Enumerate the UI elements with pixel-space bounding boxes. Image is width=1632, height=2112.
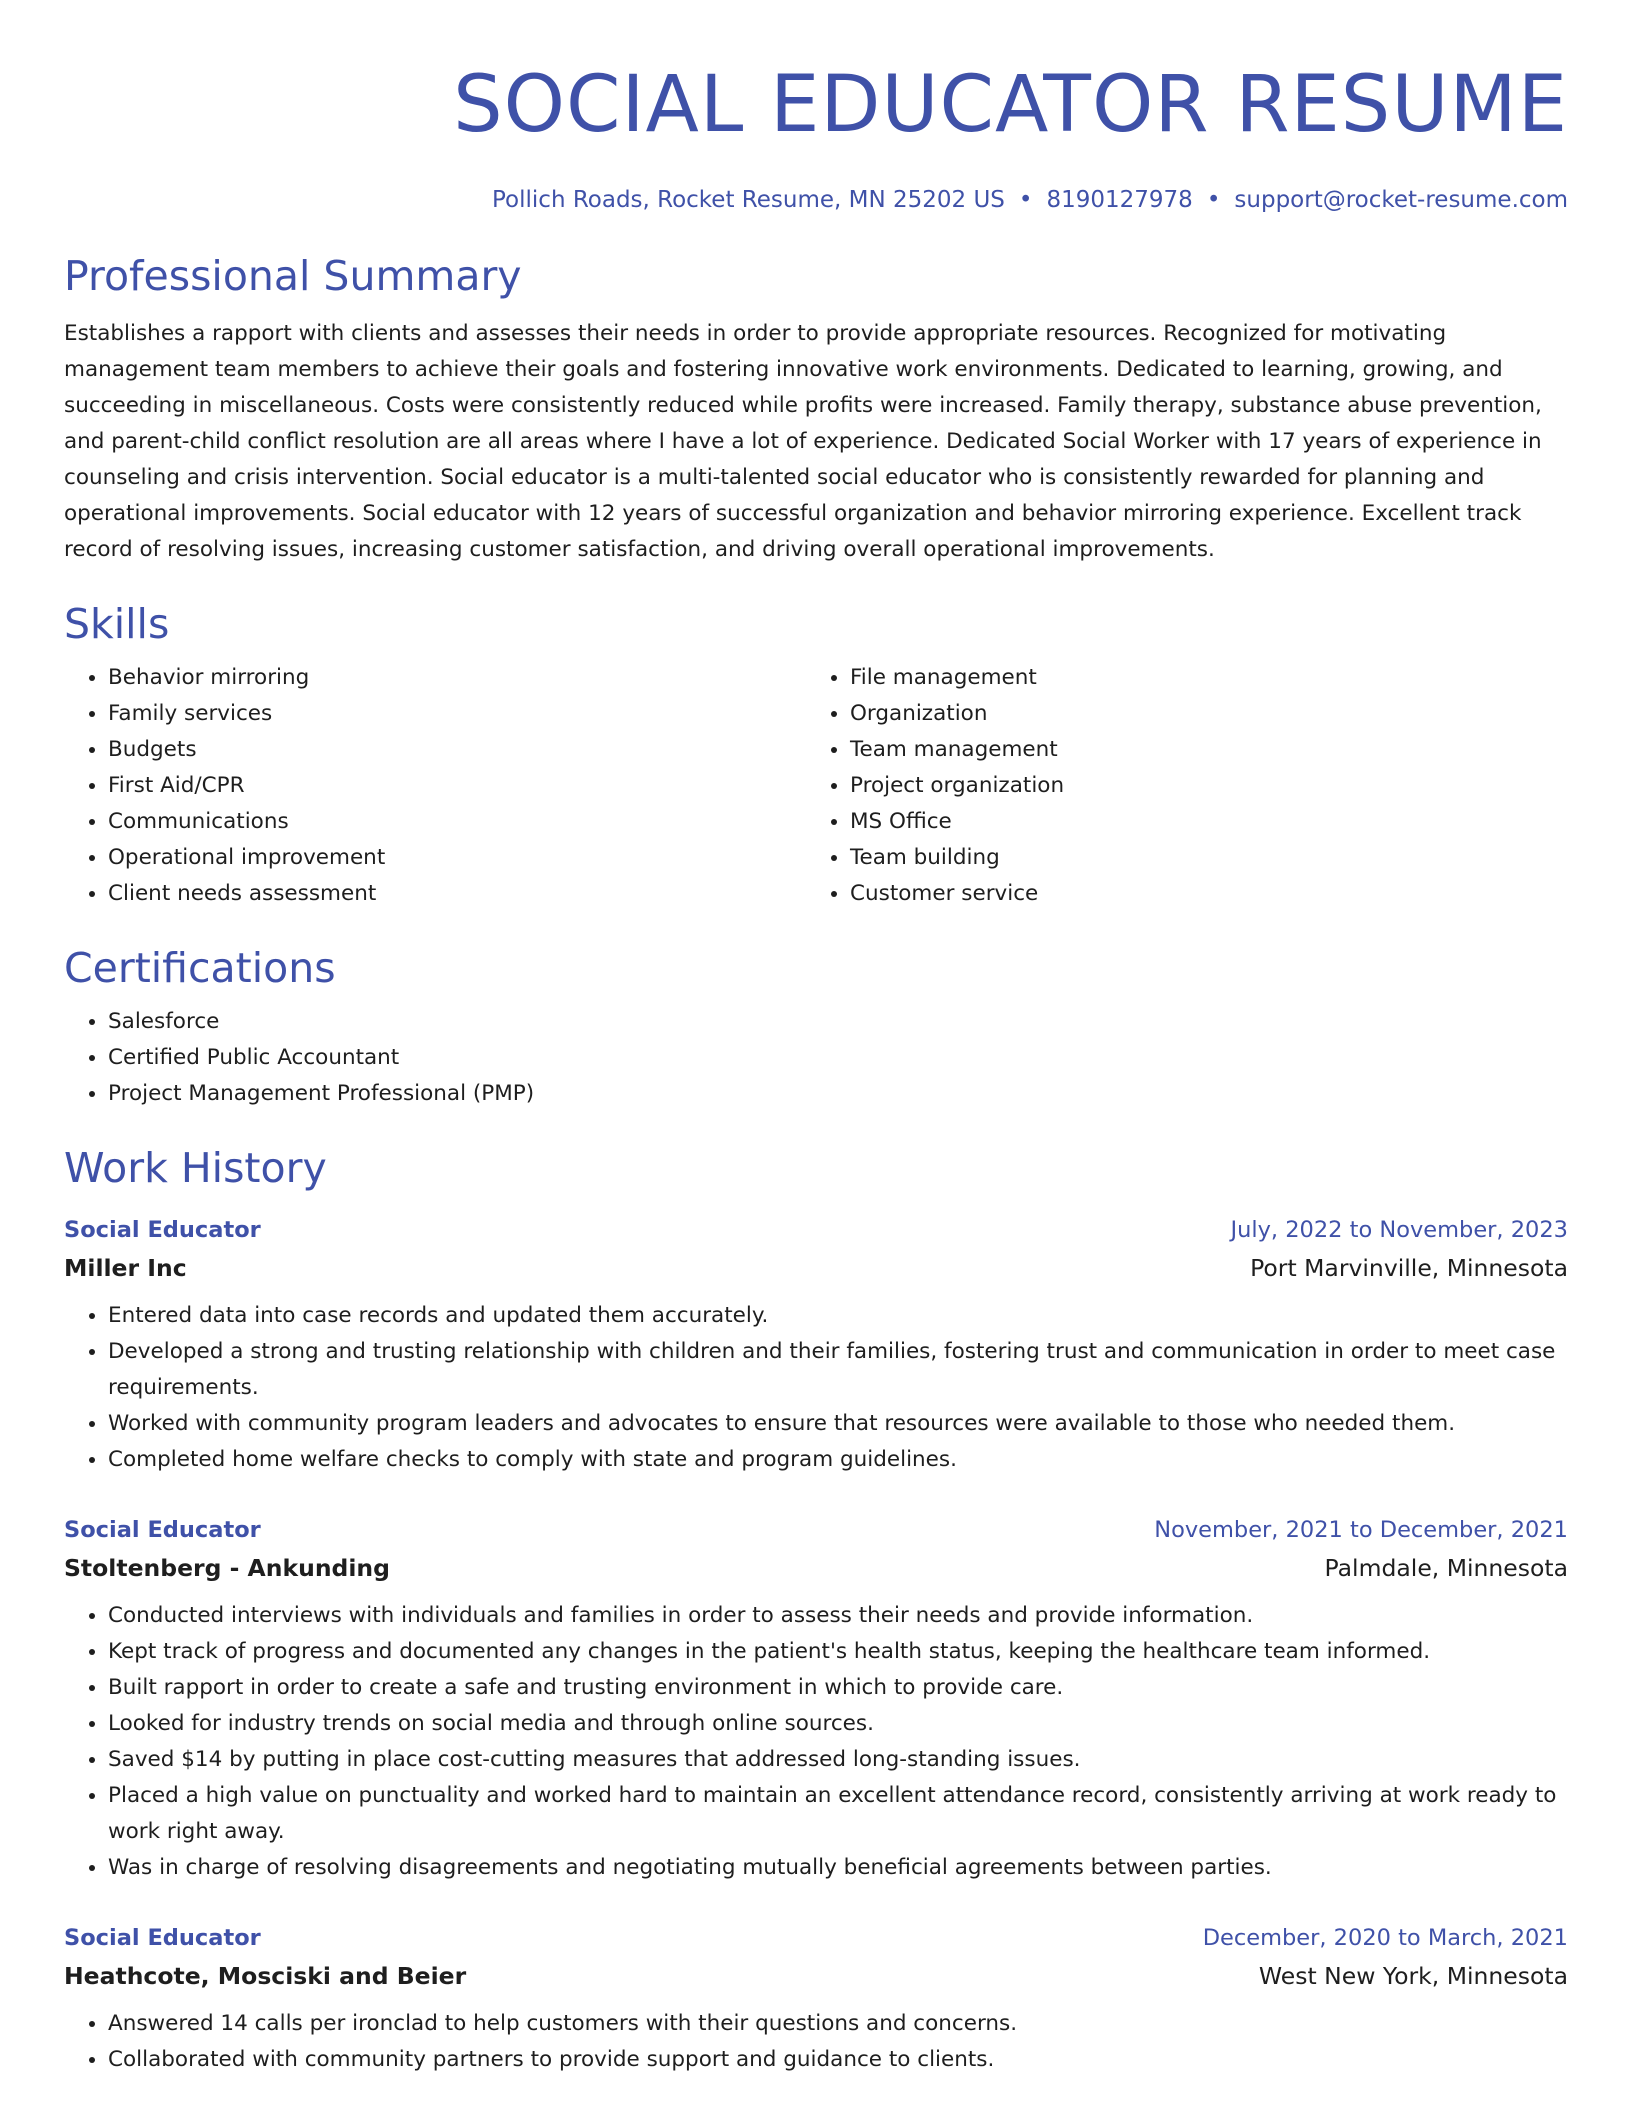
job-company: Heathcote, Mosciski and Beier: [64, 1962, 467, 1990]
job-bullets: [64, 1598, 1568, 1886]
certification-item: • Certified Public Accountant: [108, 1040, 1568, 1076]
certification-item: • Salesforce: [108, 1004, 1568, 1040]
skill-item: • File management: [850, 660, 1548, 696]
job-company: Stoltenberg - Ankunding: [64, 1554, 390, 1582]
job-dates: July, 2022 to November, 2023: [1230, 1217, 1568, 1243]
contact-email[interactable]: support@rocket-resume.com: [1234, 187, 1568, 213]
job-bullet: • Built rapport in order to create a safe and trusting environment in which to provide care.: [108, 1670, 1568, 1706]
certification-item: • Project Management Professional (PMP): [108, 1076, 1568, 1112]
job-bullet: • Collaborated with community partners to provide support and guidance to clients.: [108, 2042, 1568, 2078]
job-bullet: • Developed a strong and trusting relationship with children and their families, fostering trust and communication in order to meet case requirements.: [108, 1334, 1568, 1406]
skill-item: • Budgets: [108, 732, 806, 768]
certifications-heading: Certifications: [64, 944, 336, 992]
job-bullet: • Placed a high value on punctuality and worked hard to maintain an excellent attendance record, consistently arriving at work ready to work right away.: [108, 1778, 1568, 1850]
skill-item: • First Aid/CPR: [108, 768, 806, 804]
skill-item: • Customer service: [850, 876, 1548, 912]
skill-item: • Client needs assessment: [108, 876, 806, 912]
skill-item: • Communications: [108, 804, 806, 840]
certifications-section: [64, 942, 1568, 1112]
skill-item: • Organization: [850, 696, 1548, 732]
resume-title: SOCIAL EDUCATOR RESUME: [453, 60, 1568, 150]
job-company-row: [64, 1248, 1568, 1288]
job-dates: November, 2021 to December, 2021: [1154, 1517, 1568, 1543]
job-location: Port Marvinville, Minnesota: [1250, 1254, 1568, 1282]
job-bullet: • Completed home welfare checks to comply with state and program guidelines.: [108, 1442, 1568, 1478]
job-bullet: • Conducted interviews with individuals and families in order to assess their needs and provide information.: [108, 1598, 1568, 1634]
job-bullet: • Looked for industry trends on social media and through online sources.: [108, 1706, 1568, 1742]
job-bullet: • Kept track of progress and documented any changes in the patient's health status, keeping the healthcare team informed.: [108, 1634, 1568, 1670]
skills-list-right: [806, 660, 1548, 912]
job-title-row: [64, 1512, 1568, 1548]
job-title: Social Educator: [64, 1925, 261, 1951]
job-title: Social Educator: [64, 1517, 261, 1543]
skill-item: • Family services: [108, 696, 806, 732]
job-bullet: • Worked with community program leaders and advocates to ensure that resources were available to those who needed them.: [108, 1406, 1568, 1442]
skill-item: • Team building: [850, 840, 1548, 876]
skills-heading: Skills: [64, 600, 170, 648]
skills-grid: [64, 660, 1568, 912]
job-company-row: [64, 1548, 1568, 1588]
contact-phone: 8190127978: [1046, 187, 1193, 213]
contact-separator: •: [1206, 187, 1221, 213]
job-title-row: [64, 1920, 1568, 1956]
job-location: West New York, Minnesota: [1258, 1962, 1568, 1990]
job-title-row: [64, 1212, 1568, 1248]
job-entry: [64, 1920, 1568, 2078]
summary-heading: Professional Summary: [64, 252, 522, 300]
job-bullet: • Entered data into case records and updated them accurately.: [108, 1298, 1568, 1334]
work-history-section: [64, 1142, 1568, 2078]
job-bullet: • Saved $14 by putting in place cost-cutting measures that addressed long-standing issues.: [108, 1742, 1568, 1778]
job-bullet: • Answered 14 calls per ironclad to help customers with their questions and concerns.: [108, 2006, 1568, 2042]
skill-item: • MS Office: [850, 804, 1548, 840]
certifications-list: [64, 1004, 1568, 1112]
skills-section: [64, 598, 1568, 912]
job-entry: [64, 1212, 1568, 1478]
skill-item: • Behavior mirroring: [108, 660, 806, 696]
summary-section: [64, 250, 1568, 568]
skill-item: • Team management: [850, 732, 1548, 768]
job-bullet: • Was in charge of resolving disagreements and negotiating mutually beneficial agreements between parties.: [108, 1850, 1568, 1886]
job-entry: [64, 1512, 1568, 1886]
skill-item: • Operational improvement: [108, 840, 806, 876]
contact-address: Pollich Roads, Rocket Resume, MN 25202 US: [492, 187, 1005, 213]
contact-line: [64, 184, 1568, 216]
job-bullets: [64, 1298, 1568, 1478]
job-bullets: [64, 2006, 1568, 2078]
skill-item: • Project organization: [850, 768, 1548, 804]
work-history-heading: Work History: [64, 1144, 327, 1192]
contact-separator: •: [1018, 187, 1033, 213]
skills-list-left: [64, 660, 806, 912]
job-title: Social Educator: [64, 1217, 261, 1243]
summary-text: Establishes a rapport with clients and assesses their needs in order to provide appropriate resources. Recognized for motivating management team members to achieve their goals and fostering innovative work environments. Dedicated to learning, growing, and succeeding in miscellaneous. Costs were consistently reduced while profits were increased. Family therapy, substance abuse prevention, and parent-child conflict resolution are all areas where I have a lot of experience. Dedicated Social Worker with 17 years of experience in counseling and crisis intervention. Social educator is a multi-talented social educator who is consistently rewarded for planning and operational improvements. Social educator with 12 years of successful organization and behavior mirroring experience. Excellent track record of resolving issues, increasing customer satisfaction, and driving overall operational improvements.: [64, 321, 1542, 562]
job-dates: December, 2020 to March, 2021: [1202, 1925, 1568, 1951]
job-company: Miller Inc: [64, 1254, 187, 1282]
job-location: Palmdale, Minnesota: [1324, 1554, 1568, 1582]
job-company-row: [64, 1956, 1568, 1996]
